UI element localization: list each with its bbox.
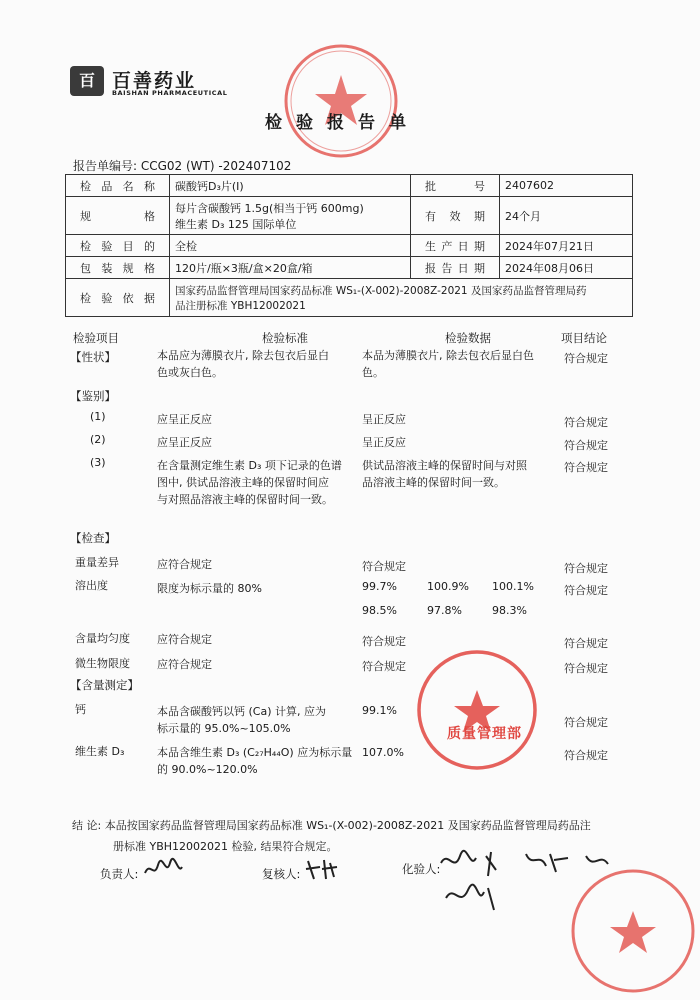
section-inspection: 【检查】 xyxy=(70,531,116,545)
validity-label: 有效期 xyxy=(411,197,500,235)
basis-value-line: 国家药品监督管理局国家药品标准 WS₁-(X-002)-2008Z-2021 及国家药品监督管理局药 xyxy=(175,284,587,297)
quality-dept-stamp-2 xyxy=(568,866,698,996)
ident-2-conclusion: 符合规定 xyxy=(564,439,608,452)
prod-date-value: 2024年07月21日 xyxy=(500,235,633,257)
dissolution-value: 97.8% xyxy=(427,604,462,617)
report-date-label: 报告日期 xyxy=(411,257,500,279)
spec-value-line: 每片含碳酸钙 1.5g(相当于钙 600mg) xyxy=(175,201,364,215)
report-date-value: 2024年08月06日 xyxy=(500,257,633,279)
dissolution-conclusion: 符合规定 xyxy=(564,584,608,597)
ident-3-data-line: 品溶液主峰的保留时间一致。 xyxy=(362,476,505,489)
purpose-label: 检验目的 xyxy=(66,235,170,257)
weight-std: 应符合规定 xyxy=(157,558,212,571)
vitd3-std xyxy=(157,744,352,778)
company-name: 百善药业 xyxy=(112,70,197,92)
ident-3-data-line: 供试品溶液主峰的保留时间与对照 xyxy=(362,459,527,472)
dissolution-item: 溶出度 xyxy=(75,579,108,592)
weight-conclusion: 符合规定 xyxy=(564,562,608,575)
vitd3-std-line: 本品含维生素 D₃ (C₂₇H₄₄O) 应为标示量 xyxy=(157,746,353,759)
conclusion-line: 册标准 YBH12002021 检验, 结果符合规定。 xyxy=(113,840,338,853)
col-header-standard: 检验标准 xyxy=(262,331,308,345)
dissolution-value: 100.1% xyxy=(492,580,534,593)
calcium-std-line: 标示量的 95.0%~105.0% xyxy=(157,722,291,735)
ident-2-std: 应呈正反应 xyxy=(157,436,212,449)
conclusion-line: 结 论: 本品按国家药品监督管理局国家药品标准 WS₁-(X-002)-2008Z-2021 及国家药品监督管理局药品注 xyxy=(72,819,591,832)
section-identification: 【鉴别】 xyxy=(70,389,116,403)
character-conclusion: 符合规定 xyxy=(564,352,608,365)
ident-3-std xyxy=(157,457,342,508)
character-std-line: 本品应为薄膜衣片, 除去包衣后显白 xyxy=(157,349,329,362)
validity-value: 24个月 xyxy=(500,197,633,235)
pack-value: 120片/瓶×3瓶/盒×20盒/箱 xyxy=(170,257,411,279)
character-std xyxy=(157,347,329,381)
vitd3-conclusion: 符合规定 xyxy=(564,749,608,762)
uniformity-item: 含量均匀度 xyxy=(75,632,130,645)
pack-label: 包装规格 xyxy=(66,257,170,279)
col-header-conclusion: 项目结论 xyxy=(561,331,607,345)
section-character: 【性状】 xyxy=(70,350,116,364)
prod-date-label: 生产日期 xyxy=(411,235,500,257)
quality-dept-stamp-text: 质量管理部 xyxy=(447,726,522,742)
calcium-item: 钙 xyxy=(75,703,86,716)
dissolution-value: 98.3% xyxy=(492,604,527,617)
tester-label: 化验人: xyxy=(402,862,441,876)
batch-value: 2407602 xyxy=(500,175,633,197)
vitd3-data: 107.0% xyxy=(362,746,404,759)
ident-2-no: (2) xyxy=(90,433,106,446)
microbial-conclusion: 符合规定 xyxy=(564,662,608,675)
ident-2-data: 呈正反应 xyxy=(362,436,406,449)
page-title: 检验报告单 xyxy=(265,113,420,133)
batch-label: 批号 xyxy=(411,175,500,197)
ident-3-std-line: 图中, 供试品溶液主峰的保留时间应 xyxy=(157,476,329,489)
product-value: 碳酸钙D₃片(I) xyxy=(170,175,411,197)
ident-3-std-line: 与对照品溶液主峰的保留时间一致。 xyxy=(157,493,333,506)
ident-3-no: (3) xyxy=(90,456,106,469)
reviewer-label: 复核人: xyxy=(262,867,301,881)
reviewer-signature xyxy=(304,855,340,883)
dissolution-value: 99.7% xyxy=(362,580,397,593)
company-name-en: BAISHAN PHARMACEUTICAL xyxy=(112,89,228,97)
product-label: 检品名称 xyxy=(66,175,170,197)
spec-label: 规格 xyxy=(66,197,170,235)
calcium-conclusion: 符合规定 xyxy=(564,716,608,729)
ident-3-std-line: 在含量测定维生素 D₃ 项下记录的色谱 xyxy=(157,459,342,472)
responsible-label: 负责人: xyxy=(100,867,139,881)
character-data-line: 色。 xyxy=(362,366,384,379)
uniformity-conclusion: 符合规定 xyxy=(564,637,608,650)
basis-value xyxy=(170,279,633,317)
ident-3-data xyxy=(362,457,527,491)
col-header-item: 检验项目 xyxy=(73,331,119,345)
vitd3-std-line: 的 90.0%~120.0% xyxy=(157,763,258,776)
report-number: 报告单编号: CCG02 (WT) -202407102 xyxy=(73,159,292,173)
company-seal-stamp xyxy=(282,42,400,160)
character-data-line: 本品为薄膜衣片, 除去包衣后显白色 xyxy=(362,349,534,362)
ident-1-data: 呈正反应 xyxy=(362,413,406,426)
ident-3-conclusion: 符合规定 xyxy=(564,461,608,474)
microbial-std: 应符合规定 xyxy=(157,658,212,671)
dissolution-value: 100.9% xyxy=(427,580,469,593)
purpose-value: 全检 xyxy=(170,235,411,257)
uniformity-std: 应符合规定 xyxy=(157,633,212,646)
ident-1-std: 应呈正反应 xyxy=(157,413,212,426)
calcium-data: 99.1% xyxy=(362,704,397,717)
dissolution-value: 98.5% xyxy=(362,604,397,617)
ident-1-no: (1) xyxy=(90,410,106,423)
responsible-signature xyxy=(142,855,184,883)
basis-label: 检验依据 xyxy=(66,279,170,317)
uniformity-data: 符合规定 xyxy=(362,635,406,648)
dissolution-std: 限度为标示量的 80% xyxy=(157,582,262,595)
basis-value-line: 品注册标准 YBH12002021 xyxy=(175,299,306,312)
col-header-data: 检验数据 xyxy=(445,331,491,345)
ident-1-conclusion: 符合规定 xyxy=(564,416,608,429)
microbial-data: 符合规定 xyxy=(362,660,406,673)
calcium-std xyxy=(157,703,326,737)
company-logo-icon: 百 xyxy=(70,66,104,96)
spec-value-line: 维生素 D₃ 125 国际单位 xyxy=(175,217,297,231)
microbial-item: 微生物限度 xyxy=(75,657,130,670)
character-std-line: 色或灰白色。 xyxy=(157,366,223,379)
character-data xyxy=(362,347,534,381)
vitd3-item: 维生素 D₃ xyxy=(75,745,125,758)
weight-item: 重量差异 xyxy=(75,556,119,569)
section-assay: 【含量测定】 xyxy=(70,678,139,692)
spec-value xyxy=(170,197,411,235)
weight-data: 符合规定 xyxy=(362,560,406,573)
quality-dept-stamp xyxy=(415,648,540,773)
info-table xyxy=(65,174,633,317)
calcium-std-line: 本品含碳酸钙以钙 (Ca) 计算, 应为 xyxy=(157,705,326,718)
